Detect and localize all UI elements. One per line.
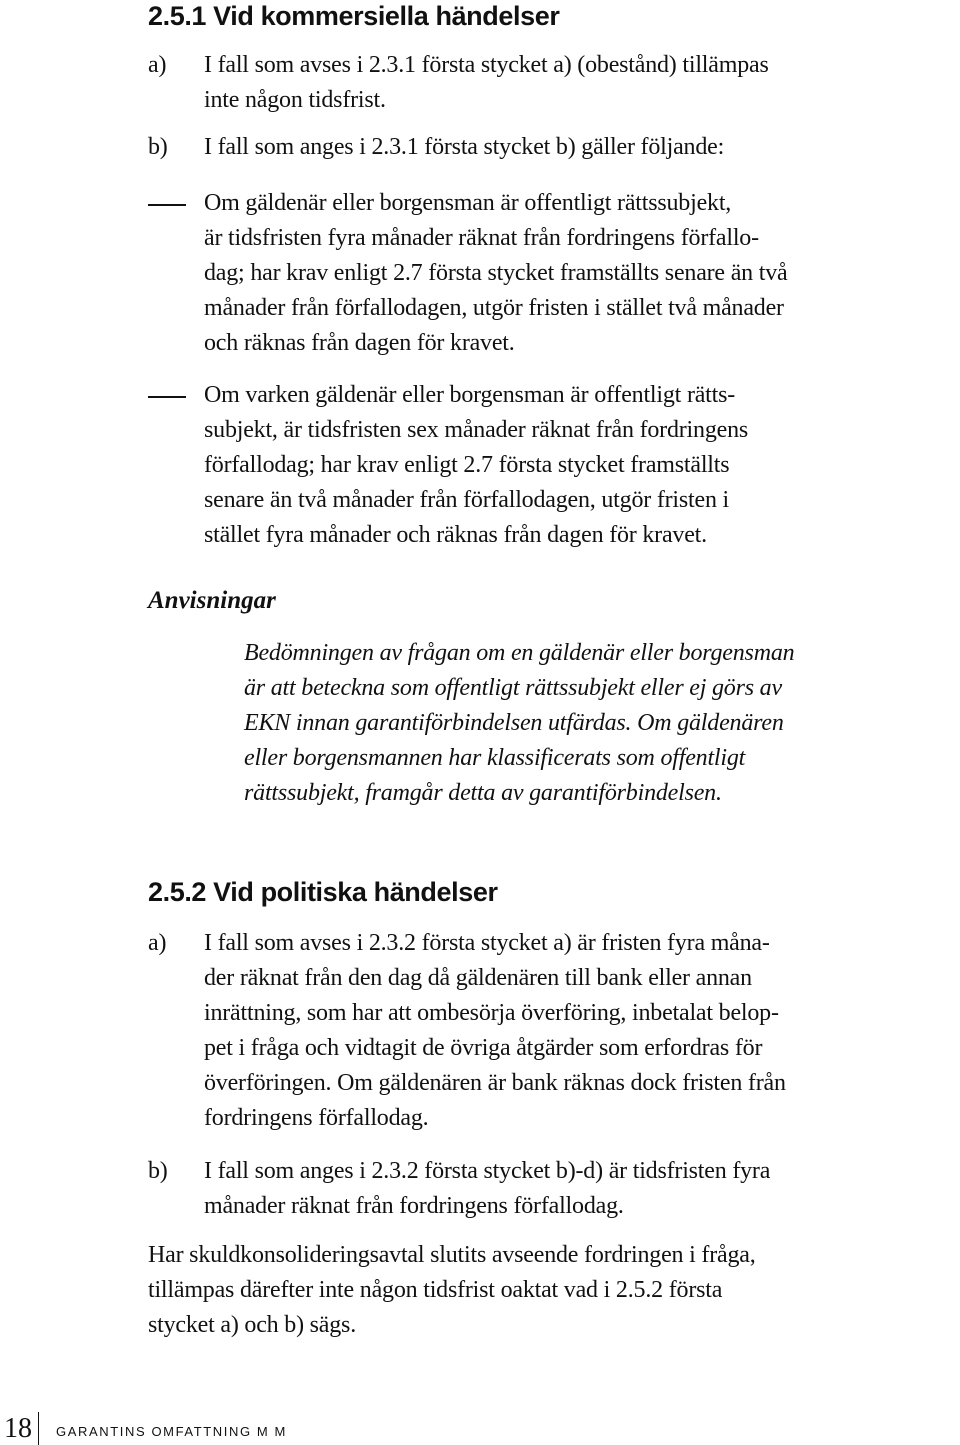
item-marker: b) — [148, 1158, 168, 1184]
item-marker: a) — [148, 930, 167, 956]
footer-divider — [38, 1412, 39, 1445]
item-text: Om gäldenär eller borgensman är offentligt rättssubjekt, är tidsfristen fyra månader räknat från fordringens förfallo- dag; har krav enligt 2.7 första stycket framställts senare än två månader från förfallodagen, utgör fristen i stället två månader och räknas från dagen för kravet. — [204, 190, 788, 356]
dash-marker — [148, 396, 186, 398]
guidance-text: Bedömningen av frågan om en gäldenär eller borgensman är att beteckna som offentligt rättssubjekt eller ej görs av EKN innan garantiförbindelsen utfärdas. Om gäldenären eller borgensmannen har klassificerats som offentligt rättssubjekt, framgår detta av garantiförbindelsen. — [244, 640, 795, 806]
section-heading-2-5-2: 2.5.2 Vid politiska händelser — [148, 877, 498, 907]
item-text: I fall som anges i 2.3.2 första stycket b)-d) är tidsfristen fyra månader räknat från fordringens förfallodag. — [204, 1158, 771, 1219]
paragraph-text: Har skuldkonsolideringsavtal slutits avseende fordringen i fråga, tillämpas därefter inte någon tidsfrist oaktat vad i 2.5.2 första stycket a) och b) sägs. — [148, 1242, 756, 1338]
running-title: GARANTINS OMFATTNING M M — [56, 1424, 287, 1439]
item-text: Om varken gäldenär eller borgensman är offentligt rätts- subjekt, är tidsfristen sex månader räknat från fordringens förfallodag; har krav enligt 2.7 första stycket framställts senare än två månader från förfallodagen, utgör fristen i stället fyra månader och räknas från dagen för kravet. — [204, 382, 749, 548]
item-marker: b) — [148, 134, 168, 160]
item-marker: a) — [148, 52, 167, 78]
dash-marker — [148, 204, 186, 206]
page-number: 18 — [4, 1413, 32, 1444]
item-text: I fall som avses i 2.3.1 första stycket a) (obestånd) tillämpas inte någon tidsfrist. — [204, 52, 769, 113]
guidance-label: Anvisningar — [148, 587, 276, 614]
item-text: I fall som avses i 2.3.2 första stycket a) är fristen fyra måna- der räknat från den dag då gäldenären till bank eller annan inrättning, som har att ombesörja överföring, inbetalat belop- pet i fråga och vidtagit de övriga åtgärder som erfordras för överföringen. Om gäldenären är bank räknas dock fristen från fordringens förfallodag. — [204, 930, 786, 1131]
section-heading-2-5-1: 2.5.1 Vid kommersiella händelser — [148, 1, 560, 31]
item-text: I fall som anges i 2.3.1 första stycket b) gäller följande: — [204, 134, 725, 160]
page-footer — [0, 1412, 960, 1445]
